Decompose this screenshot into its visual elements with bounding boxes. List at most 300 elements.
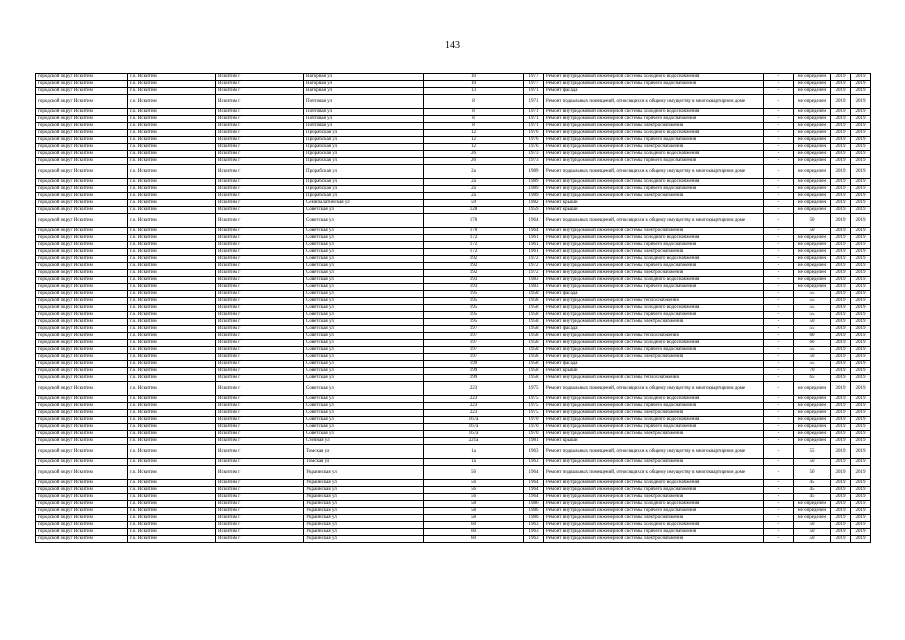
table-row xyxy=(36,207,871,214)
settlement-cell: г.о. Искитим xyxy=(128,340,216,347)
work-type-cell: Ремонт внутридомовой инженерной системы горячего водоснабжения xyxy=(544,158,764,165)
end-year-cell: 2019 xyxy=(851,193,871,200)
build-year-cell: 1975 xyxy=(524,403,544,410)
house-number-cell: 195 xyxy=(424,291,524,298)
table-row xyxy=(36,403,871,410)
end-year-cell: 2019 xyxy=(851,130,871,137)
work-type-cell: Ремонт внутридомовой инженерной системы горячего водоснабжения xyxy=(544,312,764,319)
dash-cell: - xyxy=(764,291,794,298)
table-row xyxy=(36,130,871,137)
build-year-cell: 1977 xyxy=(524,74,544,81)
build-year-cell: 1958 xyxy=(524,361,544,368)
start-year-cell: 2019 xyxy=(831,277,851,284)
settlement-cell: г.о. Искитим xyxy=(128,438,216,445)
street-cell: Прорабская ул xyxy=(304,130,424,137)
start-year-cell: 2019 xyxy=(831,466,851,480)
build-year-cell: 1981 xyxy=(524,438,544,445)
wear-cell: не определен xyxy=(794,88,831,95)
street-cell: Украинская ул xyxy=(304,487,424,494)
municipality-cell: городской округ Искитим xyxy=(36,88,128,95)
house-number-cell: 2а xyxy=(424,186,524,193)
city-cell: Искитим г xyxy=(216,445,304,459)
house-number-cell: 60 xyxy=(424,522,524,529)
street-cell: Советская ул xyxy=(304,431,424,438)
house-number-cell: 193 xyxy=(424,284,524,291)
end-year-cell: 2019 xyxy=(851,284,871,291)
build-year-cell: 1986 xyxy=(524,501,544,508)
build-year-cell: 1989 xyxy=(524,193,544,200)
table-row xyxy=(36,249,871,256)
settlement-cell: г.о. Искитим xyxy=(128,298,216,305)
start-year-cell: 2019 xyxy=(831,144,851,151)
house-number-cell: 58 xyxy=(424,501,524,508)
street-cell: Прорабская ул xyxy=(304,137,424,144)
work-type-cell: Ремонт внутридомовой инженерной системы горячего водоснабжения xyxy=(544,508,764,515)
build-year-cell: 1975 xyxy=(524,382,544,396)
build-year-cell: 1959 xyxy=(524,207,544,214)
street-cell: Почтовая ул xyxy=(304,95,424,109)
start-year-cell: 2019 xyxy=(831,480,851,487)
build-year-cell: 1973 xyxy=(524,151,544,158)
house-number-cell: 58 xyxy=(424,515,524,522)
municipality-cell: городской округ Искитим xyxy=(36,501,128,508)
start-year-cell: 2019 xyxy=(831,522,851,529)
table-row xyxy=(36,151,871,158)
municipality-cell: городской округ Искитим xyxy=(36,459,128,466)
end-year-cell: 2019 xyxy=(851,95,871,109)
wear-cell: не определен xyxy=(794,508,831,515)
municipality-cell: городской округ Искитим xyxy=(36,193,128,200)
settlement-cell: г.о. Искитим xyxy=(128,88,216,95)
dash-cell: - xyxy=(764,508,794,515)
work-type-cell: Ремонт внутридомовой инженерной системы холодного водоснабжения xyxy=(544,151,764,158)
street-cell: Прорабская ул xyxy=(304,158,424,165)
street-cell: Советская ул xyxy=(304,354,424,361)
dash-cell: - xyxy=(764,130,794,137)
city-cell: Искитим г xyxy=(216,326,304,333)
build-year-cell: 1963 xyxy=(524,536,544,543)
work-type-cell: Ремонт внутридомовой инженерной системы горячего водоснабжения xyxy=(544,487,764,494)
municipality-cell: городской округ Искитим xyxy=(36,417,128,424)
dash-cell: - xyxy=(764,298,794,305)
table-row xyxy=(36,109,871,116)
work-type-cell: Ремонт фасада xyxy=(544,291,764,298)
street-cell: Украинская ул xyxy=(304,515,424,522)
dash-cell: - xyxy=(764,270,794,277)
table-row xyxy=(36,165,871,179)
start-year-cell: 2019 xyxy=(831,298,851,305)
start-year-cell: 2019 xyxy=(831,431,851,438)
table-row xyxy=(36,396,871,403)
house-number-cell: 197 xyxy=(424,347,524,354)
city-cell: Искитим г xyxy=(216,410,304,417)
build-year-cell: 1970 xyxy=(524,431,544,438)
street-cell: Советская ул xyxy=(304,305,424,312)
end-year-cell: 2019 xyxy=(851,277,871,284)
city-cell: Искитим г xyxy=(216,403,304,410)
end-year-cell: 2019 xyxy=(851,186,871,193)
dash-cell: - xyxy=(764,361,794,368)
start-year-cell: 2019 xyxy=(831,74,851,81)
end-year-cell: 2019 xyxy=(851,333,871,340)
dash-cell: - xyxy=(764,74,794,81)
dash-cell: - xyxy=(764,214,794,228)
table-row xyxy=(36,417,871,424)
city-cell: Искитим г xyxy=(216,263,304,270)
city-cell: Искитим г xyxy=(216,284,304,291)
street-cell: Прорабская ул xyxy=(304,179,424,186)
start-year-cell: 2019 xyxy=(831,95,851,109)
build-year-cell: 1977 xyxy=(524,81,544,88)
city-cell: Искитим г xyxy=(216,312,304,319)
build-year-cell: 1971 xyxy=(524,116,544,123)
settlement-cell: г.о. Искитим xyxy=(128,214,216,228)
dash-cell: - xyxy=(764,529,794,536)
settlement-cell: г.о. Искитим xyxy=(128,165,216,179)
house-number-cell: 170 xyxy=(424,228,524,235)
city-cell: Искитим г xyxy=(216,361,304,368)
city-cell: Искитим г xyxy=(216,305,304,312)
work-type-cell: Ремонт внутридомовой инженерной системы горячего водоснабжения xyxy=(544,424,764,431)
house-number-cell: 8 xyxy=(424,116,524,123)
municipality-cell: городской округ Искитим xyxy=(36,347,128,354)
settlement-cell: г.о. Искитим xyxy=(128,130,216,137)
street-cell: Советская ул xyxy=(304,312,424,319)
dash-cell: - xyxy=(764,165,794,179)
settlement-cell: г.о. Искитим xyxy=(128,459,216,466)
dash-cell: - xyxy=(764,207,794,214)
build-year-cell: 1972 xyxy=(524,263,544,270)
table-row xyxy=(36,522,871,529)
start-year-cell: 2019 xyxy=(831,326,851,333)
build-year-cell: 1976 xyxy=(524,130,544,137)
city-cell: Искитим г xyxy=(216,74,304,81)
dash-cell: - xyxy=(764,95,794,109)
street-cell: Украинская ул xyxy=(304,466,424,480)
street-cell: Нагорная ул xyxy=(304,81,424,88)
municipality-cell: городской округ Искитим xyxy=(36,144,128,151)
settlement-cell: г.о. Искитим xyxy=(128,291,216,298)
build-year-cell: 1971 xyxy=(524,109,544,116)
city-cell: Искитим г xyxy=(216,431,304,438)
wear-cell: 55 xyxy=(794,361,831,368)
municipality-cell: городской округ Искитим xyxy=(36,487,128,494)
work-type-cell: Ремонт внутридомовой инженерной системы холодного водоснабжения xyxy=(544,277,764,284)
build-year-cell: 1975 xyxy=(524,410,544,417)
house-number-cell: 1а xyxy=(424,459,524,466)
settlement-cell: г.о. Искитим xyxy=(128,424,216,431)
municipality-cell: городской округ Искитим xyxy=(36,333,128,340)
settlement-cell: г.о. Искитим xyxy=(128,403,216,410)
start-year-cell: 2019 xyxy=(831,228,851,235)
street-cell: Почтовая ул xyxy=(304,109,424,116)
municipality-cell: городской округ Искитим xyxy=(36,151,128,158)
wear-cell: не определен xyxy=(794,81,831,88)
settlement-cell: г.о. Искитим xyxy=(128,354,216,361)
table-row xyxy=(36,270,871,277)
start-year-cell: 2019 xyxy=(831,186,851,193)
start-year-cell: 2019 xyxy=(831,410,851,417)
table-row xyxy=(36,382,871,396)
street-cell: Советская ул xyxy=(304,382,424,396)
wear-cell: не определен xyxy=(794,130,831,137)
start-year-cell: 2019 xyxy=(831,424,851,431)
work-type-cell: Ремонт подвальных помещений, относящихся к общему имуществу в многоквартирном доме xyxy=(544,214,764,228)
dash-cell: - xyxy=(764,410,794,417)
house-number-cell: 195 xyxy=(424,298,524,305)
settlement-cell: г.о. Искитим xyxy=(128,249,216,256)
settlement-cell: г.о. Искитим xyxy=(128,228,216,235)
municipality-cell: городской округ Искитим xyxy=(36,298,128,305)
city-cell: Искитим г xyxy=(216,459,304,466)
settlement-cell: г.о. Искитим xyxy=(128,333,216,340)
street-cell: Украинская ул xyxy=(304,536,424,543)
table-row xyxy=(36,361,871,368)
work-type-cell: Ремонт крыши xyxy=(544,200,764,207)
settlement-cell: г.о. Искитим xyxy=(128,263,216,270)
municipality-cell: городской округ Искитим xyxy=(36,536,128,543)
end-year-cell: 2019 xyxy=(851,298,871,305)
wear-cell: 50 xyxy=(794,228,831,235)
dash-cell: - xyxy=(764,158,794,165)
municipality-cell: городской округ Искитим xyxy=(36,109,128,116)
municipality-cell: городской округ Искитим xyxy=(36,284,128,291)
street-cell: Советская ул xyxy=(304,214,424,228)
city-cell: Искитим г xyxy=(216,214,304,228)
work-type-cell: Ремонт фасада xyxy=(544,326,764,333)
settlement-cell: г.о. Искитим xyxy=(128,137,216,144)
end-year-cell: 2019 xyxy=(851,340,871,347)
work-type-cell: Ремонт внутридомовой инженерной системы горячего водоснабжения xyxy=(544,242,764,249)
build-year-cell: 1958 xyxy=(524,340,544,347)
wear-cell: не определен xyxy=(794,284,831,291)
city-cell: Искитим г xyxy=(216,151,304,158)
wear-cell: 50 xyxy=(794,522,831,529)
build-year-cell: 1983 xyxy=(524,277,544,284)
wear-cell: не определен xyxy=(794,249,831,256)
start-year-cell: 2019 xyxy=(831,200,851,207)
settlement-cell: г.о. Искитим xyxy=(128,466,216,480)
end-year-cell: 2019 xyxy=(851,270,871,277)
settlement-cell: г.о. Искитим xyxy=(128,529,216,536)
end-year-cell: 2019 xyxy=(851,207,871,214)
municipality-cell: городской округ Искитим xyxy=(36,522,128,529)
end-year-cell: 2019 xyxy=(851,200,871,207)
settlement-cell: г.о. Искитим xyxy=(128,109,216,116)
work-type-cell: Ремонт внутридомовой инженерной системы холодного водоснабжения xyxy=(544,480,764,487)
build-year-cell: 1976 xyxy=(524,137,544,144)
settlement-cell: г.о. Искитим xyxy=(128,347,216,354)
work-type-cell: Ремонт внутридомовой инженерной системы холодного водоснабжения xyxy=(544,417,764,424)
dash-cell: - xyxy=(764,347,794,354)
city-cell: Искитим г xyxy=(216,480,304,487)
table-row xyxy=(36,319,871,326)
municipality-cell: городской округ Искитим xyxy=(36,494,128,501)
start-year-cell: 2019 xyxy=(831,368,851,375)
start-year-cell: 2019 xyxy=(831,81,851,88)
street-cell: Советская ул xyxy=(304,228,424,235)
wear-cell: 55 xyxy=(794,445,831,459)
city-cell: Искитим г xyxy=(216,200,304,207)
page-number: 143 xyxy=(445,40,460,51)
street-cell: Прорабская ул xyxy=(304,193,424,200)
house-number-cell: 223 xyxy=(424,396,524,403)
end-year-cell: 2019 xyxy=(851,368,871,375)
municipality-cell: городской округ Искитим xyxy=(36,165,128,179)
wear-cell: не определен xyxy=(794,137,831,144)
wear-cell: 50 xyxy=(794,529,831,536)
wear-cell: не определен xyxy=(794,438,831,445)
table-row xyxy=(36,494,871,501)
end-year-cell: 2019 xyxy=(851,347,871,354)
start-year-cell: 2019 xyxy=(831,438,851,445)
city-cell: Искитим г xyxy=(216,193,304,200)
street-cell: Советская ул xyxy=(304,326,424,333)
work-type-cell: Ремонт внутридомовой инженерной системы электроснабжения xyxy=(544,410,764,417)
start-year-cell: 2019 xyxy=(831,123,851,130)
dash-cell: - xyxy=(764,256,794,263)
start-year-cell: 2019 xyxy=(831,529,851,536)
municipality-cell: городской округ Искитим xyxy=(36,305,128,312)
work-type-cell: Ремонт внутридомовой инженерной системы холодного водоснабжения xyxy=(544,522,764,529)
dash-cell: - xyxy=(764,88,794,95)
wear-cell: не определен xyxy=(794,410,831,417)
build-year-cell: 1963 xyxy=(524,522,544,529)
end-year-cell: 2019 xyxy=(851,88,871,95)
build-year-cell: 1964 xyxy=(524,480,544,487)
start-year-cell: 2019 xyxy=(831,382,851,396)
end-year-cell: 2019 xyxy=(851,179,871,186)
work-type-cell: Ремонт внутридомовой инженерной системы электроснабжения xyxy=(544,494,764,501)
house-number-cell: 1а xyxy=(424,445,524,459)
end-year-cell: 2019 xyxy=(851,116,871,123)
house-number-cell: 128 xyxy=(424,207,524,214)
dash-cell: - xyxy=(764,515,794,522)
municipality-cell: городской округ Искитим xyxy=(36,480,128,487)
municipality-cell: городской округ Искитим xyxy=(36,529,128,536)
settlement-cell: г.о. Искитим xyxy=(128,158,216,165)
street-cell: Советская ул xyxy=(304,291,424,298)
build-year-cell: 1958 xyxy=(524,333,544,340)
house-number-cell: 195 xyxy=(424,312,524,319)
start-year-cell: 2019 xyxy=(831,193,851,200)
dash-cell: - xyxy=(764,354,794,361)
end-year-cell: 2019 xyxy=(851,361,871,368)
build-year-cell: 1958 xyxy=(524,354,544,361)
table-row xyxy=(36,326,871,333)
wear-cell: не определен xyxy=(794,193,831,200)
table-body xyxy=(36,74,871,543)
dash-cell: - xyxy=(764,123,794,130)
city-cell: Искитим г xyxy=(216,466,304,480)
street-cell: Томская ул xyxy=(304,459,424,466)
city-cell: Искитим г xyxy=(216,522,304,529)
dash-cell: - xyxy=(764,333,794,340)
settlement-cell: г.о. Искитим xyxy=(128,305,216,312)
settlement-cell: г.о. Искитим xyxy=(128,151,216,158)
start-year-cell: 2019 xyxy=(831,396,851,403)
settlement-cell: г.о. Искитим xyxy=(128,494,216,501)
street-cell: Прорабская ул xyxy=(304,151,424,158)
wear-cell: 55 xyxy=(794,291,831,298)
city-cell: Искитим г xyxy=(216,396,304,403)
street-cell: Советская ул xyxy=(304,424,424,431)
end-year-cell: 2019 xyxy=(851,459,871,466)
end-year-cell: 2019 xyxy=(851,312,871,319)
table-row xyxy=(36,214,871,228)
dash-cell: - xyxy=(764,438,794,445)
wear-cell: не определен xyxy=(794,74,831,81)
wear-cell: не определен xyxy=(794,515,831,522)
settlement-cell: г.о. Искитим xyxy=(128,312,216,319)
start-year-cell: 2019 xyxy=(831,375,851,382)
end-year-cell: 2019 xyxy=(851,424,871,431)
end-year-cell: 2019 xyxy=(851,263,871,270)
house-number-cell: 223 xyxy=(424,382,524,396)
municipality-cell: городской округ Искитим xyxy=(36,340,128,347)
dash-cell: - xyxy=(764,144,794,151)
settlement-cell: г.о. Искитим xyxy=(128,361,216,368)
house-number-cell: 56 xyxy=(424,494,524,501)
end-year-cell: 2019 xyxy=(851,242,871,249)
end-year-cell: 2019 xyxy=(851,466,871,480)
dash-cell: - xyxy=(764,459,794,466)
end-year-cell: 2019 xyxy=(851,249,871,256)
work-type-cell: Ремонт внутридомовой инженерной системы электроснабжения xyxy=(544,536,764,543)
settlement-cell: г.о. Искитим xyxy=(128,95,216,109)
city-cell: Искитим г xyxy=(216,298,304,305)
municipality-cell: городской округ Искитим xyxy=(36,291,128,298)
work-type-cell: Ремонт внутридомовой инженерной системы электроснабжения xyxy=(544,431,764,438)
end-year-cell: 2019 xyxy=(851,305,871,312)
table-row xyxy=(36,466,871,480)
table-row xyxy=(36,123,871,130)
municipality-cell: городской округ Искитим xyxy=(36,270,128,277)
house-number-cell: 167а xyxy=(424,431,524,438)
wear-cell: не определен xyxy=(794,431,831,438)
city-cell: Искитим г xyxy=(216,333,304,340)
municipality-cell: городской округ Искитим xyxy=(36,466,128,480)
start-year-cell: 2019 xyxy=(831,158,851,165)
street-cell: Советская ул xyxy=(304,375,424,382)
table-row xyxy=(36,529,871,536)
dash-cell: - xyxy=(764,249,794,256)
work-type-cell: Ремонт внутридомовой инженерной системы горячего водоснабжения xyxy=(544,263,764,270)
street-cell: Почтовая ул xyxy=(304,116,424,123)
dash-cell: - xyxy=(764,494,794,501)
table-row xyxy=(36,186,871,193)
dash-cell: - xyxy=(764,137,794,144)
dash-cell: - xyxy=(764,151,794,158)
wear-cell: не определен xyxy=(794,123,831,130)
dash-cell: - xyxy=(764,375,794,382)
build-year-cell: 1958 xyxy=(524,305,544,312)
start-year-cell: 2019 xyxy=(831,137,851,144)
end-year-cell: 2019 xyxy=(851,326,871,333)
street-cell: Советская ул xyxy=(304,396,424,403)
municipality-cell: городской округ Искитим xyxy=(36,508,128,515)
start-year-cell: 2019 xyxy=(831,88,851,95)
end-year-cell: 2019 xyxy=(851,319,871,326)
settlement-cell: г.о. Искитим xyxy=(128,235,216,242)
start-year-cell: 2019 xyxy=(831,242,851,249)
city-cell: Искитим г xyxy=(216,116,304,123)
house-number-cell: 167а xyxy=(424,417,524,424)
wear-cell: 55 xyxy=(794,305,831,312)
dash-cell: - xyxy=(764,186,794,193)
house-number-cell: 199 xyxy=(424,375,524,382)
start-year-cell: 2019 xyxy=(831,165,851,179)
